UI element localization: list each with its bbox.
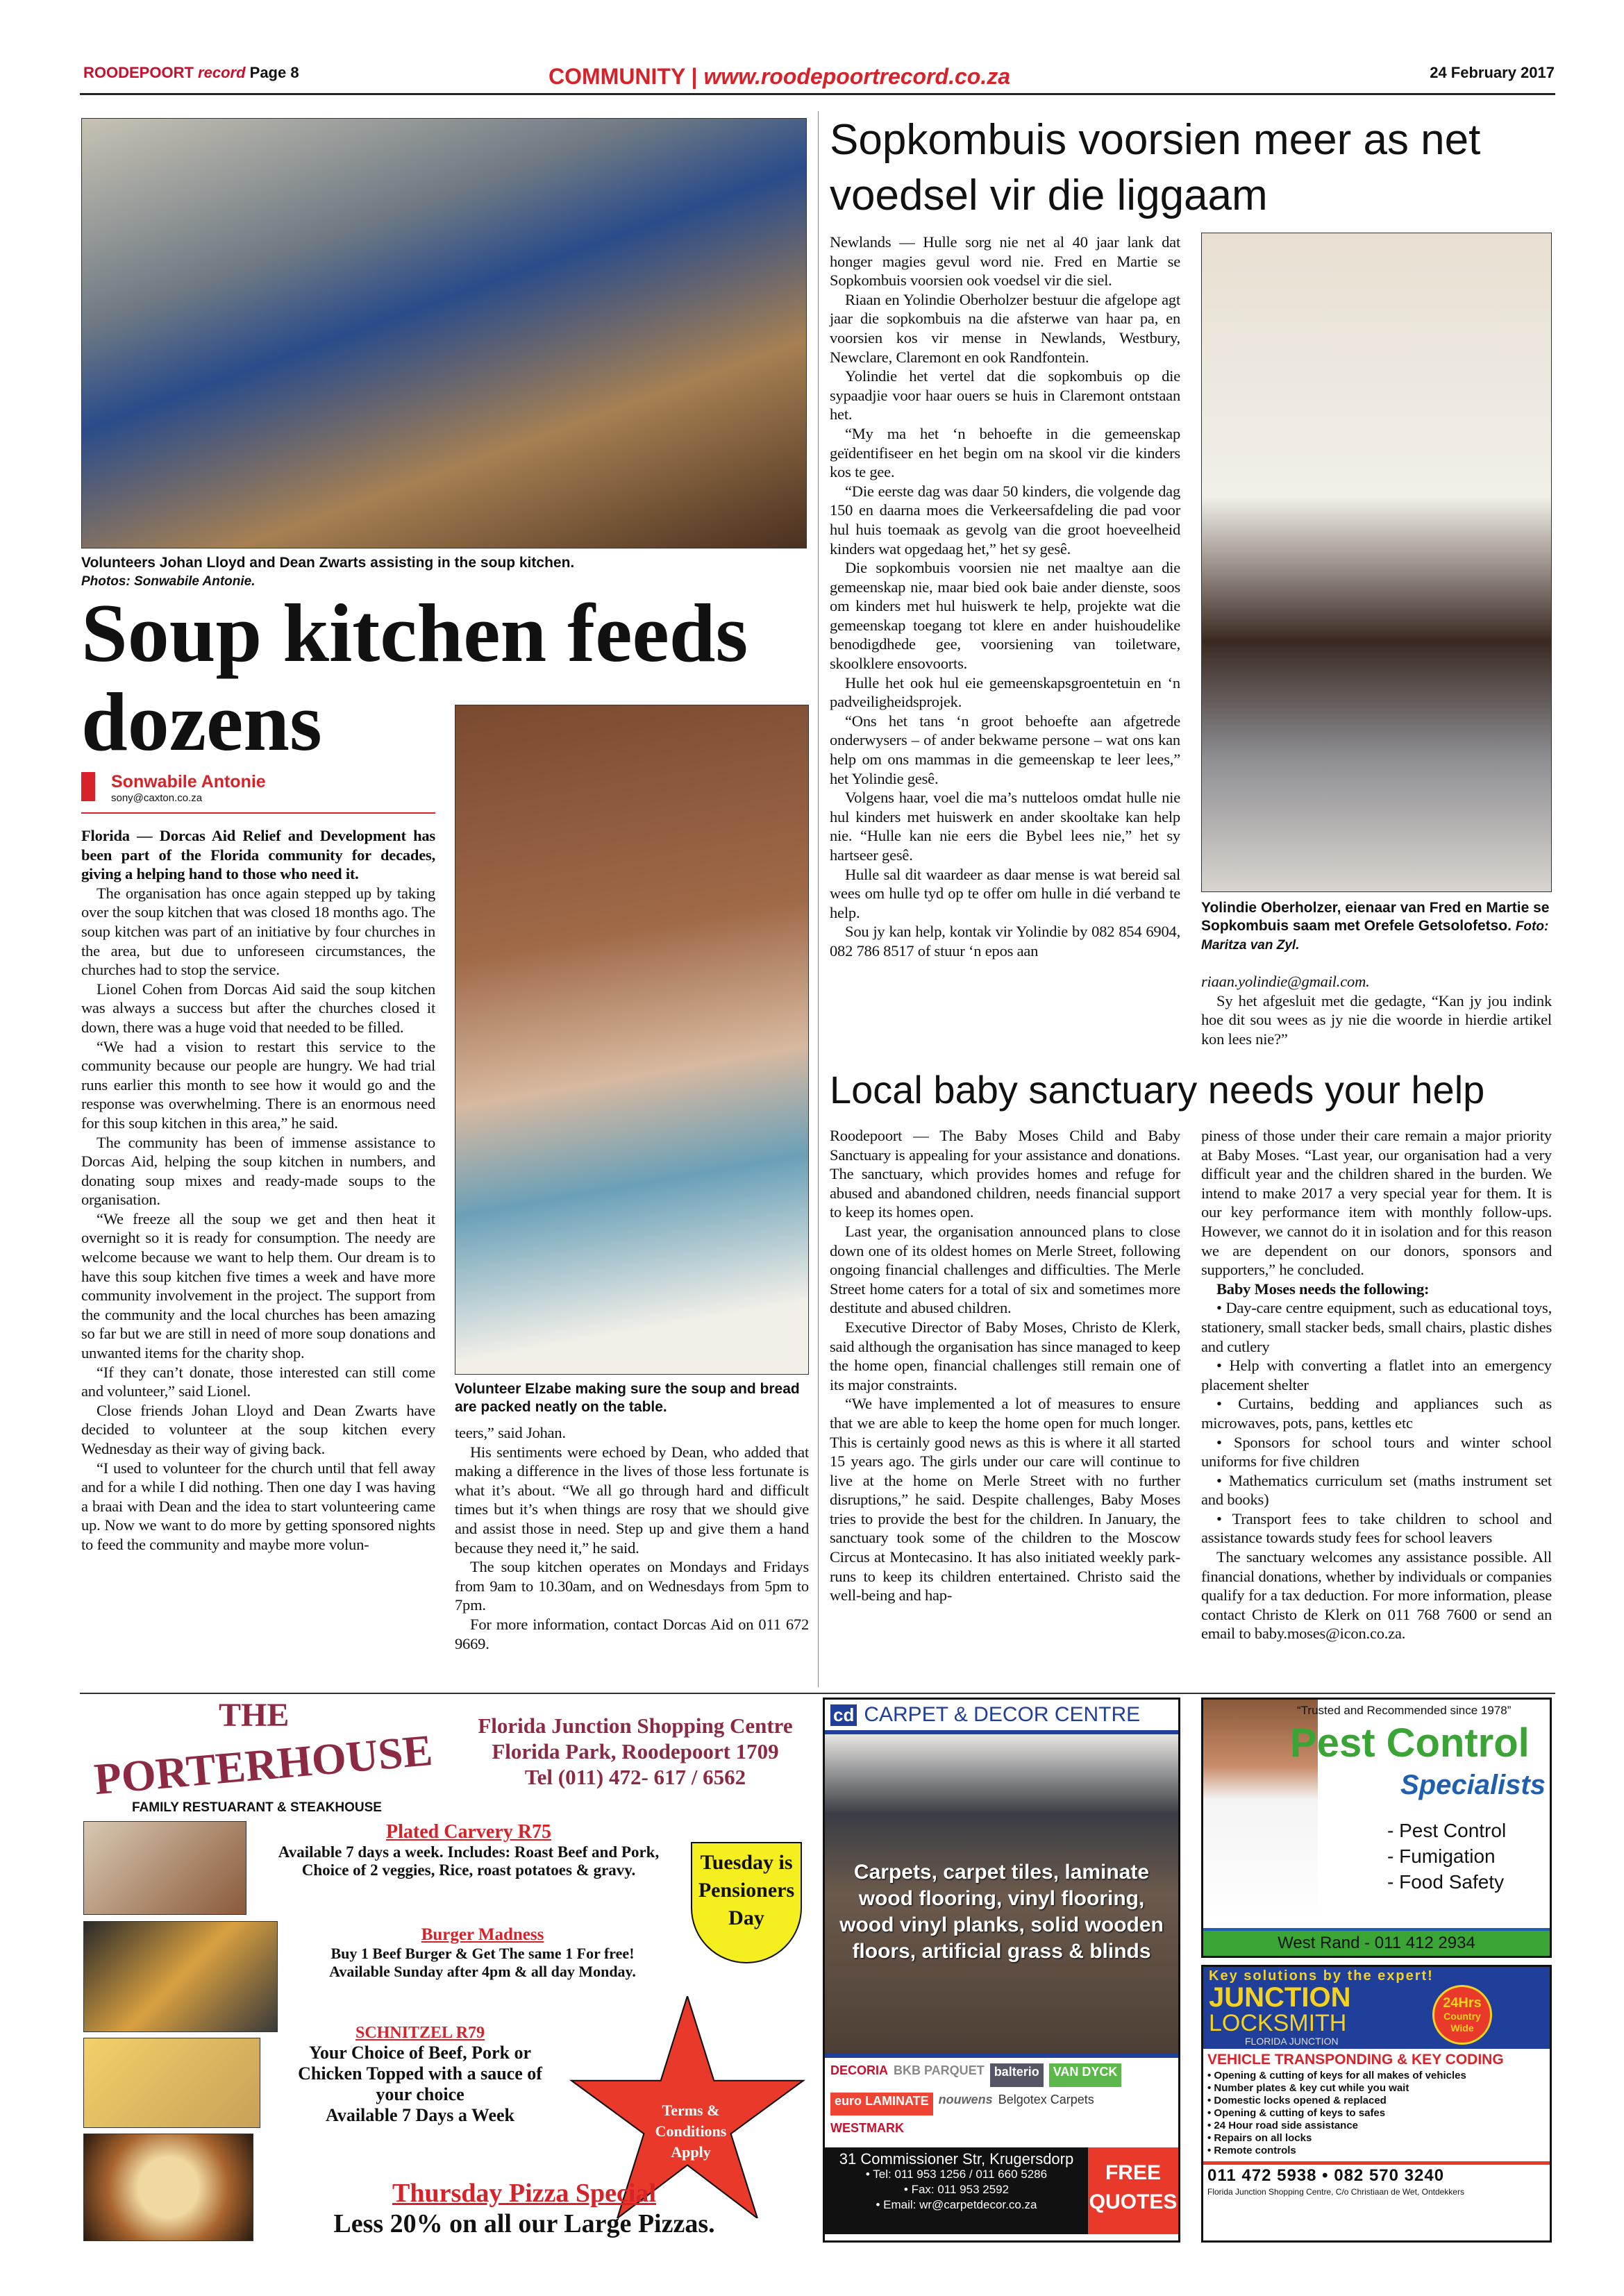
service: - Food Safety <box>1387 1871 1505 1893</box>
offer-title: Burger Madness <box>421 1925 544 1944</box>
cd-logo: cd <box>830 1704 857 1726</box>
needs-item: • Sponsors for school tours and winter school uniforms for five children <box>1201 1433 1552 1470</box>
locksmith-services <box>1203 2070 1550 2157</box>
locksmith-address: Florida Junction Shopping Centre, C/o Christiaan de Wet, Ontdekkers <box>1207 2187 1464 2197</box>
service: • 24 Hour road side assistance <box>1207 2120 1359 2131</box>
photo-credit: Photos: Sonwabile Antonie. <box>81 574 256 589</box>
carpet-tagline: Carpets, carpet tiles, laminate wood flooring, vinyl flooring, wood vinyl planks, solid wooden floors, artificial grass & blinds <box>825 1734 1178 2054</box>
pizza-offer <box>267 2178 781 2239</box>
address <box>458 1713 812 1790</box>
service: - Pest Control <box>1387 1820 1507 1841</box>
service: • Opening & cutting of keys for all makes of vehicles <box>1207 2070 1466 2081</box>
porterhouse-logo: PORTERHOUSE <box>92 1725 435 1804</box>
phone: • Tel: 011 953 1256 / 011 660 5286 <box>865 2168 1048 2181</box>
address: 31 Commissioner Str, Krugersdorp <box>839 2150 1074 2168</box>
carvery-photo <box>83 1821 246 1915</box>
paragraph: Die sopkombuis voorsien nie net maaltye aan die gemeenskap nie, maar bied ook baie ander dienste, soos om kinders met hul huiswerk te help, projekte wat die gemeenskap toegang tot klere en ander huishoudelike benodigdhede gee, voorsiening van toiletware, skoolklere ensovoorts. <box>830 559 1180 673</box>
junction-locksmith-ad[interactable] <box>1201 1965 1552 2243</box>
paper-name: ROODEPOORT <box>83 64 194 81</box>
page-folio <box>83 64 299 92</box>
pest-control-ad[interactable] <box>1201 1698 1552 1958</box>
brand-belgotex: Belgotex Carpets <box>998 2092 1094 2106</box>
byline-marker <box>81 772 95 801</box>
needs-item: • Help with converting a flatlet into an emergency placement shelter <box>1201 1357 1552 1393</box>
paragraph: Lionel Cohen from Dorcas Aid said the soup kitchen was always a success but after the churches closed it down, there was a huge void that needed to be filled. <box>81 980 435 1036</box>
porterhouse-ad[interactable] <box>80 1698 816 2246</box>
logo-the: THE <box>219 1697 290 1734</box>
locksmith-banner <box>1203 1967 1550 2049</box>
paragraph: “I used to volunteer for the church until that fell away and for a while I did nothing. Then one day I was having a braai with Dean and the idea to start volunteering came up. Now we want to do more by getting sponsored nights to feed the community and maybe more volun- <box>81 1459 435 1553</box>
header-rule <box>80 93 1555 95</box>
paragraph: Executive Director of Baby Moses, Christo de Klerk, said although the organisation has since managed to keep the home open, financial challenges still remain one of its major constraints. <box>830 1318 1180 1393</box>
volunteer-elzabe-photo <box>455 705 809 1375</box>
trusted-slogan: “Trusted and Recommended since 1978” <box>1297 1704 1512 1717</box>
baby-column-1 <box>830 1126 1180 1605</box>
paragraph: Close friends Johan Lloyd and Dean Zwarts have decided to volunteer at the soup kitchen every Wednesday as their way of giving back. <box>81 1401 435 1457</box>
paragraph: piness of those under their care remain a major priority at Baby Moses. “Last year, our organisation had a very difficult year and the children shared in the burden. We intend to make 2017 a very special year for them. It is our key performance item with monthly follow-ups. However, we cannot do it in isolation and for this reason we are dependent on our donors, sponsors and supporters,” he concluded. <box>1201 1127 1552 1279</box>
author-email[interactable]: sony@caxton.co.za <box>111 792 203 804</box>
logo-subtitle: FAMILY RESTUARANT & STEAKHOUSE <box>132 1800 382 1815</box>
paper-sub: record <box>198 64 246 81</box>
paragraph: “We have implemented a lot of measures to ensure that we are able to keep the home open for much longer. This is certainly good news as this is where it all started 15 years ago. The girls under our care will continue to live at the home on Merle Street with no further disruptions,” he said. Despite challenges, Baby Moses tries to provide the best for the children. In January, the sanctuary took some of the children to the Moscow Circus at Montecasino. It has also initiated weekly park-runs to keep its children entertained. Christo said the well-being and hap- <box>830 1395 1180 1604</box>
burger-photo <box>83 1921 278 2032</box>
soup-column-2 <box>455 1423 809 1653</box>
pest-services <box>1387 1818 1506 1895</box>
paragraph: Sy het afgesluit met die gedagte, “Kan jy jou indink hoe dit sou wees as jy nie die woorde in hierdie artikel kon lees nie?” <box>1201 991 1552 1048</box>
address-line: Florida Junction Shopping Centre <box>478 1713 793 1738</box>
sopkombuis-photo-caption <box>1201 899 1552 955</box>
offer-text: your choice <box>376 2084 464 2104</box>
needs-item: • Curtains, bedding and appliances such as microwaves, pots, pans, kettles etc <box>1201 1395 1552 1432</box>
paragraph: “Die eerste dag was daar 50 kinders, die volgende dag 150 en daarna moes die Verkeersafdeling die pad voor hul huis toemaak as gevolg van die groot hoeveelheid kinders wat opgedaag het,” het sy gesê. <box>830 482 1180 558</box>
byline-rule <box>81 812 435 814</box>
service: • Repairs on all locks <box>1207 2132 1312 2144</box>
offer-title: Thursday Pizza Special <box>392 2179 657 2208</box>
offer-title: SCHNITZEL R79 <box>355 2024 485 2042</box>
brand-balterio: balterio <box>990 2063 1044 2087</box>
paragraph: “We had a vision to restart this service to the community because our people are hungry. We had trial runs earlier this month to see how it would go and the response was overwhelming. There is an enormous need for this soup kitchen in this area,” he said. <box>81 1037 435 1132</box>
offer-text: Available 7 Days a Week <box>325 2105 515 2125</box>
schnitzel-offer <box>264 2024 576 2126</box>
carpet-title: CARPET & DECOR CENTRE <box>864 1703 1141 1726</box>
offer-text: Chicken Topped with a sauce of <box>298 2063 542 2084</box>
paragraph: “Ons het tans ‘n groot behoefte aan afgetrede onderwysers – of ander bekwame persone – wat ons kan help om ons mammas in die gemeenskap te leer lees,” het Yolindie gesê. <box>830 712 1180 787</box>
paragraph: Sou jy kan help, kontak vir Yolindie by 082 854 6904, 082 786 8517 of stuur ‘n epos aan <box>830 923 1180 960</box>
caption-text: Volunteers Johan Lloyd and Dean Zwarts assisting in the soup kitchen. <box>81 555 575 571</box>
paragraph: Last year, the organisation announced plans to close down one of its oldest homes on Merle Street, following ongoing financial challenges and difficulties. The Merle Street home caters for a total of six and sometimes more destitute and abused children. <box>830 1222 1180 1317</box>
badge-line: Wide <box>1450 2022 1474 2034</box>
service: • Number plates & key cut while you wait <box>1207 2082 1409 2094</box>
service: • Opening & cutting of keys to safes <box>1207 2107 1386 2119</box>
email[interactable]: • Email: wr@carpetdecor.co.za <box>876 2198 1037 2211</box>
paragraph: Riaan en Yolindie Oberholzer bestuur die afgelope agt jaar die sopkombuis na die afsterwe van haar pa, en voorsien kos vir mense in Newlands, Westbury, Newclare, Claremont en ook Randfontein. <box>830 290 1180 366</box>
paragraph: Volgens haar, voel die ma’s nutteloos omdat hulle nie hul kinders met huiswerk en ander skooltake kan help nie. “Hulle kan nie eers die Bybel lees nie,” het sy hartseer gesê. <box>830 789 1180 864</box>
carpet-contact <box>825 2147 1178 2234</box>
paragraph: “My ma het ‘n behoefte in die gemeenskap geïdentifiseer en het begin om na skool vir die kinders kos te gee. <box>830 424 1180 481</box>
section-name: COMMUNITY <box>549 64 685 89</box>
offer-text: Buy 1 Beef Burger & Get The same 1 For free! <box>330 1945 635 1962</box>
locksmith-location: FLORIDA JUNCTION <box>1245 2036 1339 2047</box>
brand-logos <box>825 2054 1178 2147</box>
paragraph: teers,” said Johan. <box>455 1424 566 1441</box>
site-url[interactable]: www.roodepoortrecord.co.za <box>703 64 1010 89</box>
pizza-photo <box>83 2134 253 2241</box>
paragraph: “We freeze all the soup we get and then heat it overnight so it is ready for consumption. The needy are welcome because we want to help them. Our dream is to have this soup kitchen five times a week and have more community involvement in the project. The support from the community and the local churches has been amazing so far but we are still in need of more soup donations and unwanted items for the charity shop. <box>81 1209 435 1362</box>
brand-bkb: BKB PARQUET <box>894 2063 985 2077</box>
needs-item: • Day-care centre equipment, such as educational toys, stationery, small stacker beds, small chairs, plastic dishes and cutlery <box>1201 1299 1552 1355</box>
paragraph: Florida — Dorcas Aid Relief and Development has been part of the Florida community for decades, giving a helping hand to those who need it. <box>81 827 435 883</box>
column-divider <box>818 111 819 1687</box>
offer-title: Plated Carvery R75 <box>386 1821 551 1843</box>
photo-credit: Foto: Maritza van Zyl. <box>1201 919 1549 953</box>
paragraph: “If they can’t donate, those interested can still come and volunteer,” said Lionel. <box>81 1363 435 1400</box>
sopkombuis-headline: Sopkombuis voorsien meer as net voedsel vir die liggaam <box>830 116 1481 219</box>
byline <box>111 772 266 804</box>
caption-text: Yolindie Oberholzer, eienaar van Fred en Martie se Sopkombuis saam met Orefele Getsolofetso. <box>1201 900 1550 934</box>
photo1-caption <box>81 554 807 591</box>
photo2-caption: Volunteer Elzabe making sure the soup and bread are packed neatly on the table. <box>455 1381 800 1415</box>
paragraph: The sanctuary welcomes any assistance possible. All financial donations, whether by individuals or companies qualify for a tax deduction. For more information, please contact Christo de Klerk on 011 768 7600 or send an email to baby.moses@icon.co.za. <box>1201 1548 1552 1643</box>
badge-line: Country <box>1443 2011 1481 2022</box>
yolindie-photo <box>1201 233 1552 892</box>
paragraph: Hulle sal dit waardeer as daar mense is wat bereid sal wees om hulle tyd op te offer om hulle in dié verband te help. <box>830 865 1180 921</box>
brand-westmark: WESTMARK <box>830 2121 904 2136</box>
24hrs-badge <box>1432 1985 1492 2045</box>
offer-text: Less 20% on all our Large Pizzas. <box>333 2209 715 2238</box>
ads-rule <box>80 1693 1555 1694</box>
locksmith-phone: 011 472 5938 • 082 570 3240 <box>1203 2161 1550 2187</box>
soup-column-1 <box>81 826 435 1555</box>
locksmith-tagline: Key solutions by the expert! <box>1209 1968 1434 1984</box>
author-name: Sonwabile Antonie <box>111 772 266 791</box>
needs-item: • Transport fees to take children to school and assistance towards study fees for school leavers <box>1201 1509 1552 1547</box>
section-header: COMMUNITY | www.roodepoortrecord.co.za <box>549 64 1010 89</box>
badge-line: 24Hrs <box>1443 1995 1482 2011</box>
email-link[interactable]: riaan.yolindie@gmail.com. <box>1201 973 1370 990</box>
soup-headline: Soup kitchen feeds dozens <box>81 587 748 768</box>
schnitzel-photo <box>83 2038 260 2128</box>
brand-nouwens: nouwens <box>938 2092 993 2106</box>
locksmith-name: JUNCTION <box>1209 1982 1351 2013</box>
baby-sanctuary-headline: Local baby sanctuary needs your help <box>830 1068 1485 1112</box>
offer-text: Available 7 days a week. Includes: Roast Beef and Pork, <box>278 1843 660 1861</box>
service-title: VEHICLE TRANSPONDING & KEY CODING <box>1207 2052 1504 2068</box>
terms-conditions: Terms & Conditions Apply <box>655 2102 727 2161</box>
carpet-header <box>825 1700 1178 1734</box>
paragraph: For more information, contact Dorcas Aid on 011 672 9669. <box>455 1615 809 1652</box>
paragraph: Hulle het ook hul eie gemeenskapsgroentetuin en ‘n padveiligheidsprojek. <box>830 673 1180 711</box>
paragraph: The soup kitchen operates on Mondays and Fridays from 9am to 10.30am, and on Wednesdays from 5pm to 7pm. <box>455 1558 809 1614</box>
needs-item: • Mathematics curriculum set (maths instrument set and books) <box>1201 1471 1552 1509</box>
pest-phone: West Rand - 011 412 2934 <box>1203 1928 1550 1956</box>
free-label: FREE <box>1105 2161 1161 2184</box>
offer-text: Available Sunday after 4pm & all day Monday. <box>329 1963 636 1980</box>
carvery-offer <box>253 1821 684 1879</box>
issue-date: 24 February 2017 <box>1430 64 1555 81</box>
phone: Tel (011) 472- 617 / 6562 <box>524 1765 746 1789</box>
tuesday-pensioners-badge: Tuesday is Pensioners Day <box>691 1842 802 1963</box>
paragraph: Roodepoort — The Baby Moses Child and Baby Sanctuary is appealing for your assistance and donations. The sanctuary, which provides homes and refuge for abused and abandoned children, needs financial support to keep its homes open. <box>830 1127 1180 1221</box>
brand-euro-laminate: euro LAMINATE <box>830 2093 933 2116</box>
sopkombuis-column-1 <box>830 233 1180 961</box>
locksmith-name-2: LOCKSMITH <box>1209 2010 1347 2036</box>
baby-column-2 <box>1201 1126 1552 1643</box>
address-line: Florida Park, Roodepoort 1709 <box>492 1739 779 1763</box>
offer-text: Your Choice of Beef, Pork or <box>308 2043 532 2063</box>
burger-offer <box>281 1925 684 1981</box>
brand-decoria: DECORIA <box>830 2063 889 2077</box>
quotes-label: QUOTES <box>1089 2190 1178 2213</box>
paragraph: Newlands — Hulle sorg nie net al 40 jaar lank dat honger magies gevul word nie. Fred en Martie se Sopkombuis voorsien ook voedsel vir die siel. <box>830 233 1180 290</box>
paragraph: The community has been of immense assistance to Dorcas Aid, helping the soup kitchen in numbers, and donating soup mixes and ready-made soups to the organisation. <box>81 1133 435 1209</box>
pest-subtitle: Specialists <box>1400 1770 1546 1800</box>
fax: • Fax: 011 953 2592 <box>903 2183 1010 2196</box>
carpet-decor-ad[interactable] <box>823 1698 1180 2243</box>
service: - Fumigation <box>1387 1845 1496 1867</box>
brand-van-dyck: VAN DYCK <box>1049 2063 1122 2087</box>
soup-kitchen-volunteers-photo <box>81 118 807 548</box>
service: • Remote controls <box>1207 2145 1296 2156</box>
page-number: Page 8 <box>249 64 299 81</box>
sopkombuis-column-2 <box>1201 972 1552 1048</box>
service: • Domestic locks opened & replaced <box>1207 2095 1387 2106</box>
paragraph: The organisation has once again stepped up by taking over the soup kitchen that was closed 18 months ago. The soup kitchen was part of an initiative by four churches in the area, but due to unforeseen circumstances, the churches had to stop the service. <box>81 884 435 979</box>
pest-title: Pest Control <box>1290 1720 1530 1766</box>
paragraph: His sentiments were echoed by Dean, who added that making a difference in the lives of those less fortunate is what it’s about. “We all go through hard and difficult times but it’s when things are rosy that we should give and assist those in need. Step up and give them a hand because they need it,” he said. <box>455 1443 809 1557</box>
offer-text: Choice of 2 veggies, Rice, roast potatoes & gravy. <box>301 1861 636 1879</box>
paragraph: Yolindie het vertel dat die sopkombuis op die sypaadjie voor haar ouers se huis in Claremont ontstaan het. <box>830 367 1180 424</box>
needs-heading: Baby Moses needs the following: <box>1216 1280 1430 1298</box>
